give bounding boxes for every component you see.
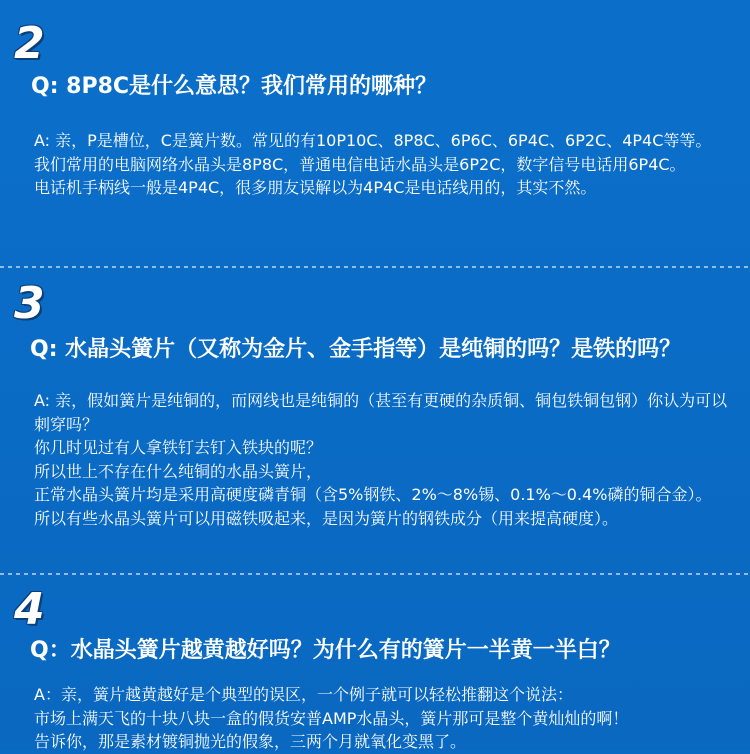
answer-3-line: 所以世上不存在什么纯铜的水晶头簧片， — [34, 461, 323, 481]
answer-4-line: 告诉你，那是素材镀铜抛光的假象，三两个月就氧化变黑了。 — [34, 732, 467, 751]
answer-3-line: 正常水晶头簧片均是采用高硬度磷青铜（含5%钢铁、2%～8%锡、0.1%～0.4%磷的铜合金）。 — [34, 485, 712, 504]
answer-2-line: A: 亲，P是槽位，C是簧片数。常见的有10P10C、8P8C、6P6C、6P4C、6P2C、4P4C等等。 — [34, 131, 712, 150]
section-number-3: 3 — [14, 278, 45, 329]
answer-3-line: 所以有些水晶头簧片可以用磁铁吸起来，是因为簧片的钢铁成分（用来提高硬度）。 — [34, 508, 619, 528]
question-3: Q: 水晶头簧片（又称为金片、金手指等）是纯铜的吗？是铁的吗？ — [30, 337, 682, 362]
answer-4-line: 市场上满天飞的十块八块一盒的假货安普AMP水晶头，簧片那可是整个黄灿灿的啊！ — [34, 708, 629, 728]
section-divider — [0, 573, 750, 575]
answer-4 — [34, 683, 736, 754]
question-2: Q: 8P8C是什么意思？我们常用的哪种？ — [31, 74, 438, 99]
answer-3-line: A: 亲，假如簧片是纯铜的，而网线也是纯铜的（甚至有更硬的杂质铜、铜包铁铜包钢）你认为可以刺穿吗？ — [34, 391, 728, 434]
question-4: Q：水晶头簧片越黄越好吗？为什么有的簧片一半黄一半白？ — [30, 638, 621, 663]
section-number-2: 2 — [14, 18, 45, 69]
answer-2-line: 我们常用的电脑网络水晶头是8P8C，普通电信电话水晶头是6P2C，数字信号电话用6P4C。 — [34, 154, 686, 174]
answer-3 — [34, 389, 736, 530]
answer-4-line: A：亲，簧片越黄越好是个典型的误区，一个例子就可以轻松推翻这个说法： — [34, 685, 573, 704]
answer-3-line: 你几时见过有人拿铁钉去钉入铁块的呢？ — [34, 438, 323, 457]
section-divider — [0, 266, 750, 268]
answer-2-line: 电话机手柄线一般是4P4C，很多朋友误解以为4P4C是电话线用的，其实不然。 — [34, 178, 597, 197]
answer-2 — [34, 129, 736, 200]
section-number-4: 4 — [14, 584, 45, 635]
